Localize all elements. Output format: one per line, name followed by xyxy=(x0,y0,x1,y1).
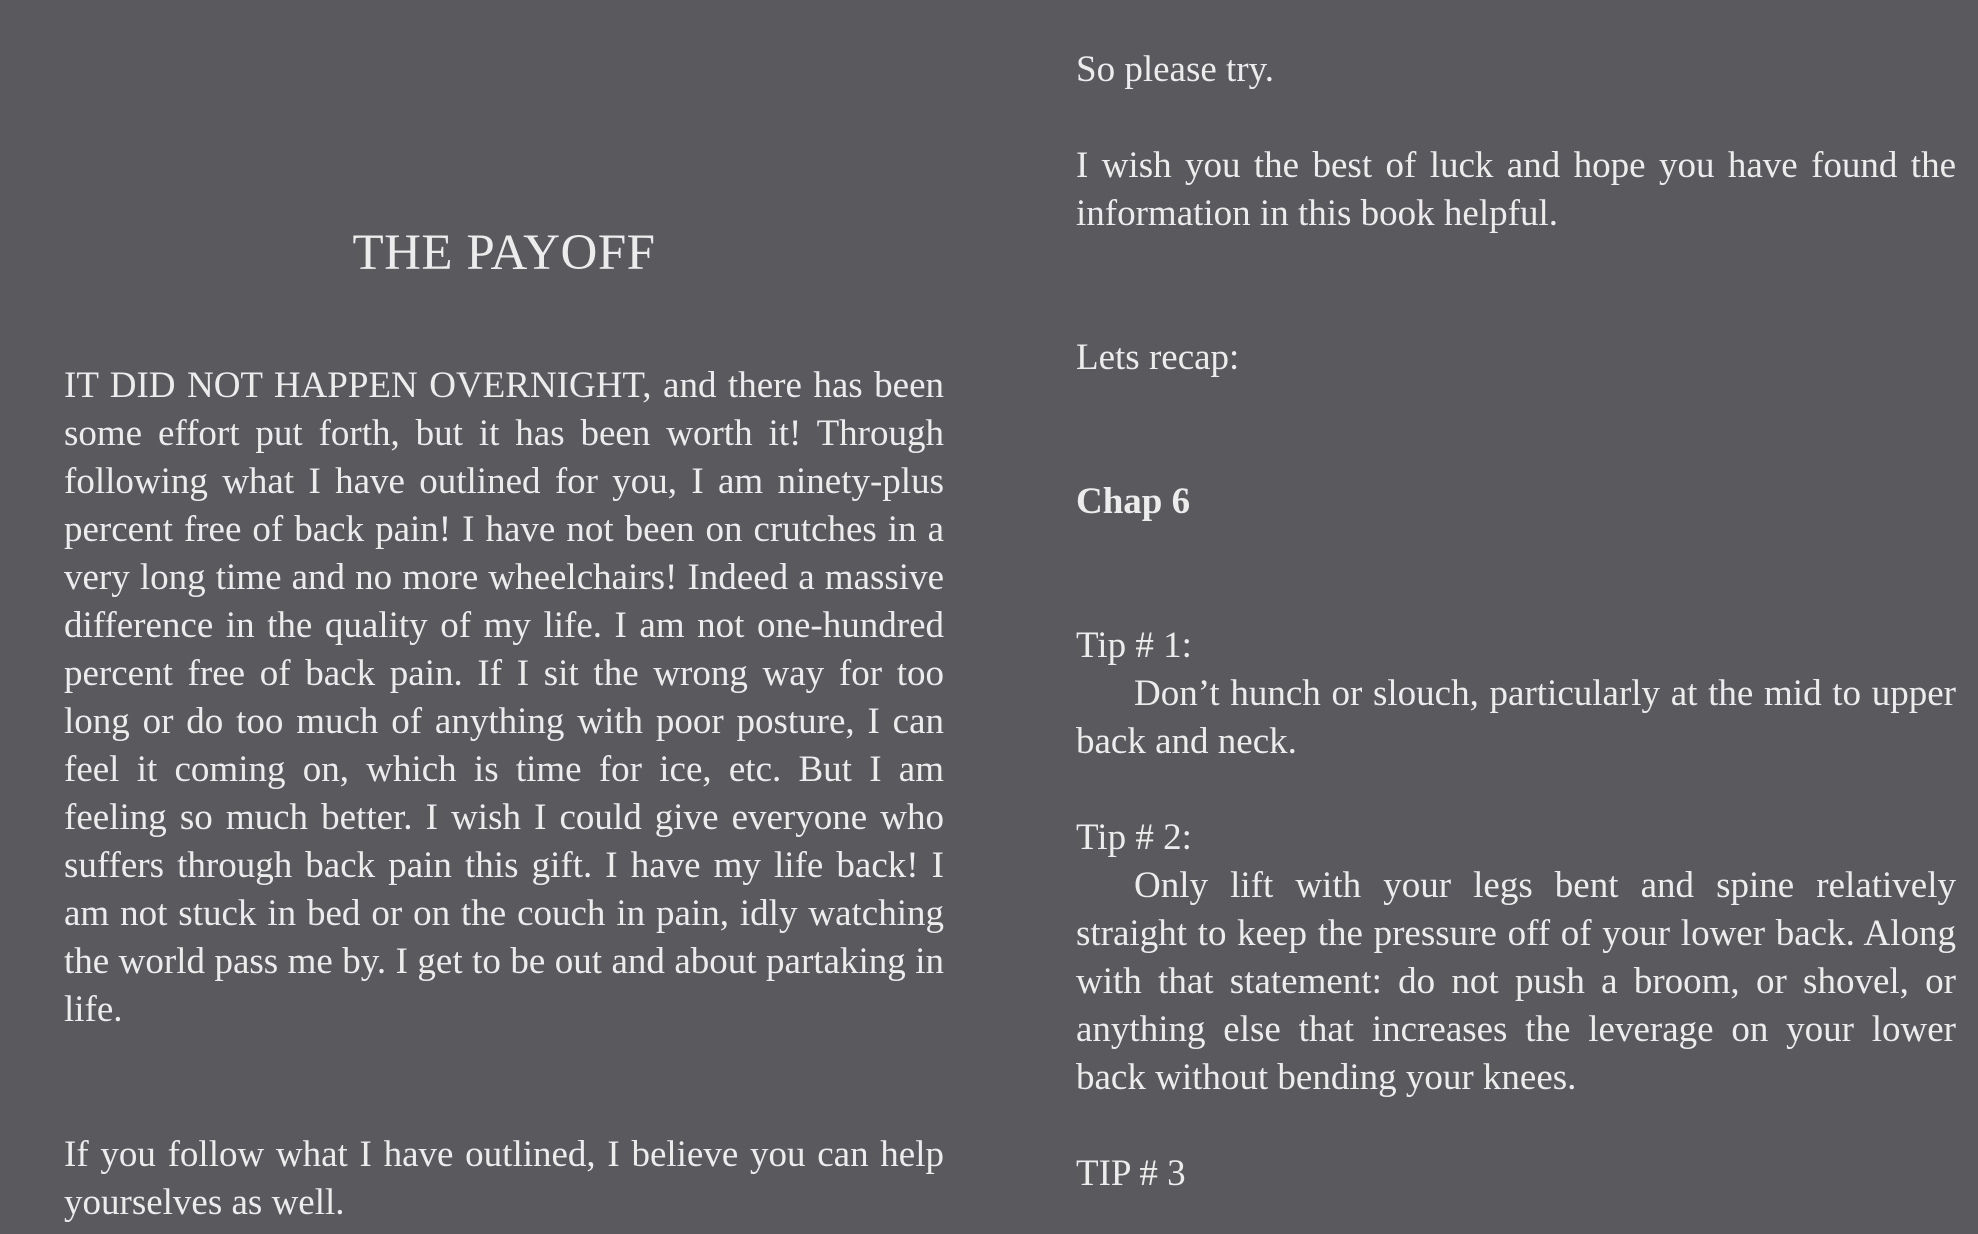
tip-label: Tip # 2: xyxy=(1076,817,1192,858)
chapter-title: THE PAYOFF xyxy=(352,225,656,281)
right-page xyxy=(1076,0,1956,1234)
body-line: So please try. xyxy=(1076,49,1274,90)
body-paragraph: IT DID NOT HAPPEN OVERNIGHT, and there has been some effort put forth, but it has been worth it! Through following what I have outlined for you, I am ninety-plus percent free of back pain! I have not been on crutches in a very long time and no more wheelchairs! Indeed a massive difference in the quality of my life. I am not one-hundred percent free of back pain. If I sit the wrong way for too long or do too much of anything with poor posture, I can feel it coming on, which is time for ice, etc. But I am feeling so much better. I wish I could give everyone who suffers through back pain this gift. I have my life back! I am not stuck in bed or on the couch in pain, idly watching the world pass me by. I get to be out and about partaking in life. xyxy=(64,365,944,1030)
left-page xyxy=(64,0,944,1234)
chapter-label: Chap 6 xyxy=(1076,481,1191,522)
tip-text: Only lift with your legs bent and spine relatively straight to keep the pressure off of your lower back. Along with that statement: do not push a broom, or shovel, or anything else that increases the leverage on your lower back without bending your knees. xyxy=(1076,865,1956,1098)
body-paragraph: If you follow what I have outlined, I believe you can help yourselves as well. xyxy=(64,1134,944,1223)
recap-heading: Lets recap: xyxy=(1076,337,1240,378)
tip-label: TIP # 3 xyxy=(1076,1153,1186,1194)
tip-label: Tip # 1: xyxy=(1076,625,1192,666)
tip-text: Don’t hunch or slouch, particularly at the mid to upper back and neck. xyxy=(1076,673,1956,762)
body-paragraph: I wish you the best of luck and hope you have found the information in this book helpful. xyxy=(1076,145,1956,234)
